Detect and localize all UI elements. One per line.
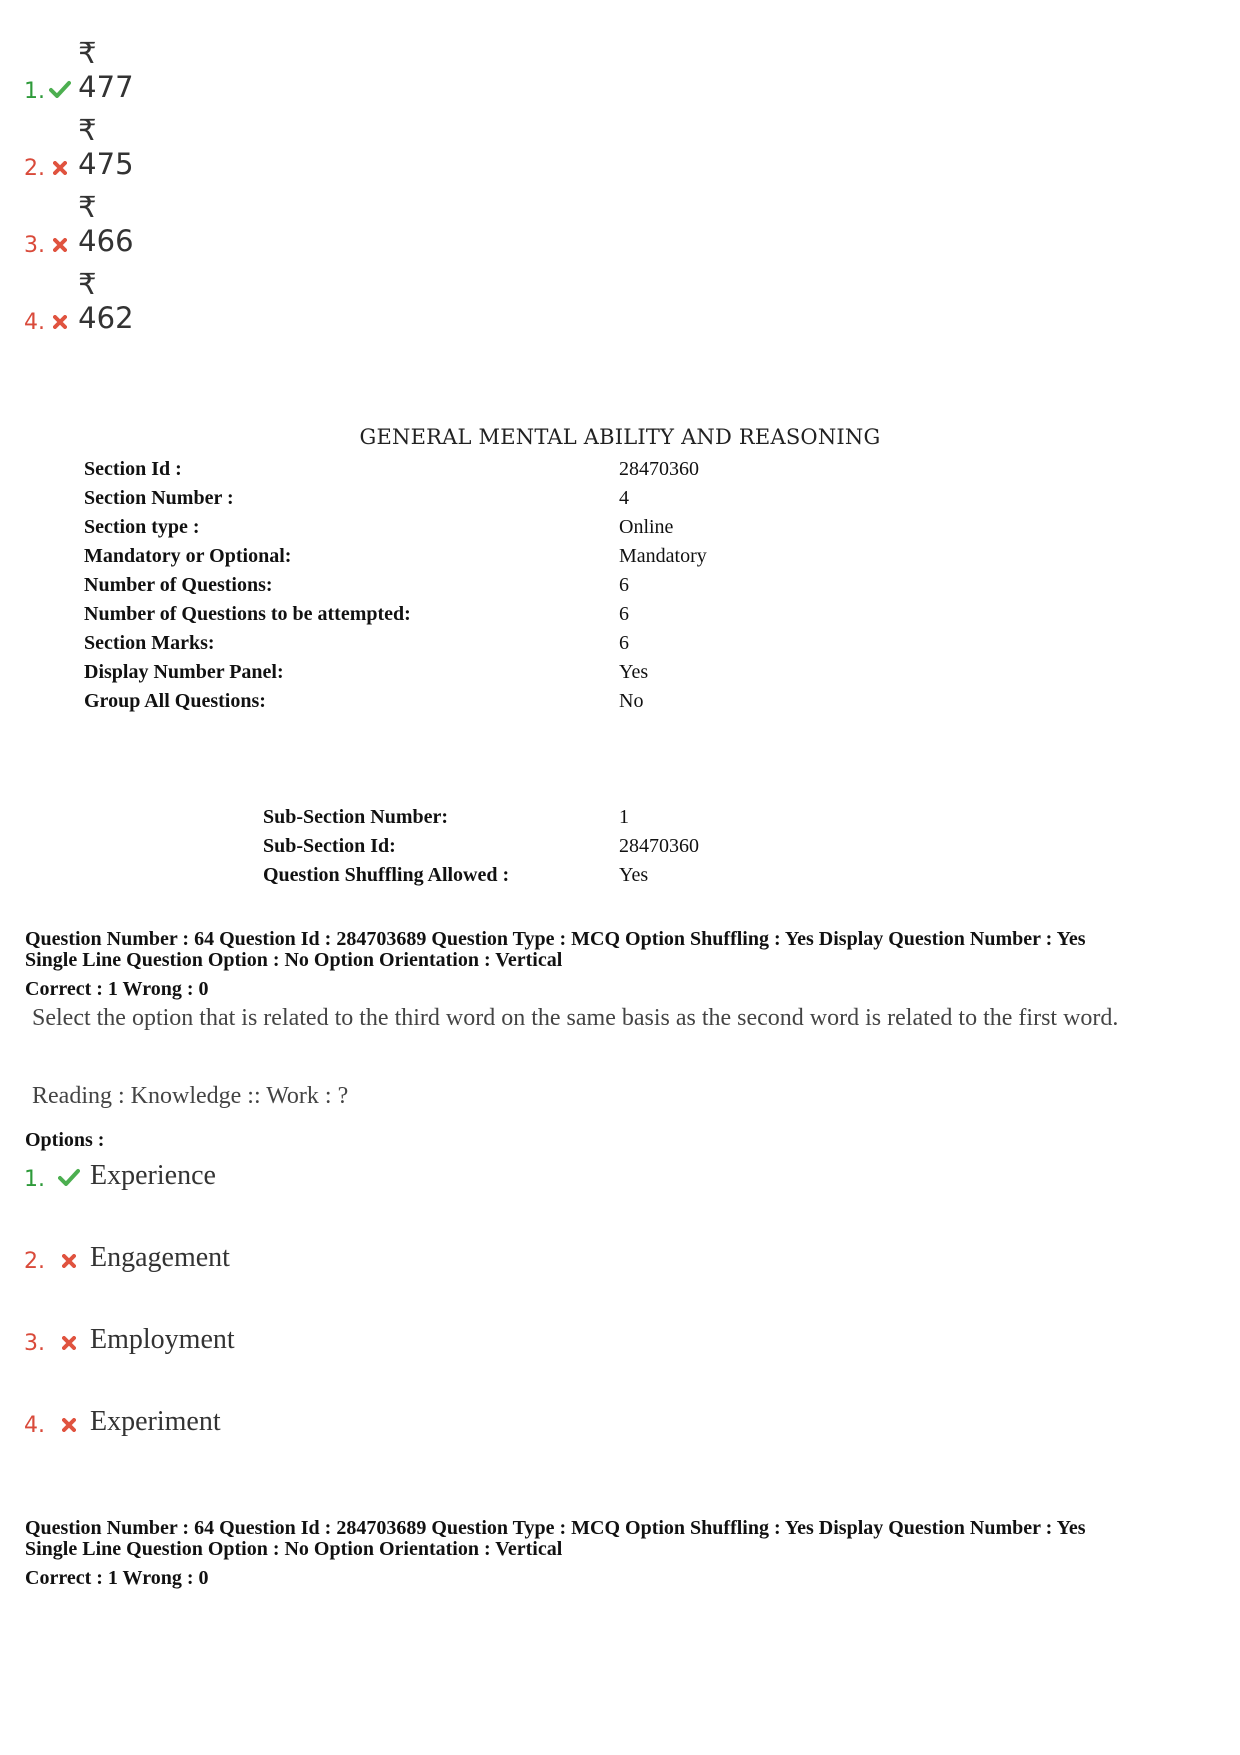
question-meta-line2: Single Line Question Option : No Option Orientation : Vertical	[25, 949, 563, 971]
cross-icon	[47, 315, 75, 329]
section-field-value: Yes	[619, 661, 649, 683]
option-item	[24, 267, 145, 335]
section-field-value: 6	[619, 574, 629, 596]
section-field-label: Number of Questions:	[84, 574, 273, 596]
section-field-label: Section type :	[84, 516, 200, 538]
option-item	[24, 1406, 221, 1438]
option-number: 2.	[24, 156, 45, 181]
option-text: ₹ 462	[78, 267, 134, 335]
subsection-field-label: Question Shuffling Allowed :	[263, 864, 510, 886]
cross-icon	[47, 161, 75, 175]
option-item	[24, 1242, 230, 1274]
check-icon	[52, 1168, 86, 1186]
section-field-label: Section Id :	[84, 458, 182, 480]
option-number: 4.	[24, 1413, 45, 1438]
cross-icon	[47, 238, 75, 252]
option-number: 3.	[24, 1331, 45, 1356]
option-number: 2.	[24, 1249, 45, 1274]
next-question-marks: Correct : 1 Wrong : 0	[25, 1567, 209, 1589]
next-question-meta-line1: Question Number : 64 Question Id : 284703689 Question Type : MCQ Option Shuffling : Yes Display Question Number : Yes	[25, 1517, 1086, 1539]
option-text: Experiment	[90, 1406, 221, 1437]
cross-icon	[52, 1254, 86, 1268]
section-field-label: Mandatory or Optional:	[84, 545, 292, 567]
next-question-meta-line2: Single Line Question Option : No Option Orientation : Vertical	[25, 1538, 563, 1560]
option-item	[24, 1160, 216, 1192]
subsection-field-label: Sub-Section Number:	[263, 806, 449, 828]
option-text: ₹ 477	[78, 36, 134, 104]
option-item	[24, 36, 145, 104]
section-field-label: Display Number Panel:	[84, 661, 284, 683]
cross-icon	[52, 1336, 86, 1350]
option-text: Engagement	[90, 1242, 230, 1273]
section-field-value: Mandatory	[619, 545, 707, 567]
section-title: GENERAL MENTAL ABILITY AND REASONING	[359, 425, 881, 449]
option-item	[24, 1324, 235, 1356]
section-field-value: Online	[619, 516, 674, 538]
options-label: Options :	[25, 1129, 105, 1151]
section-field-label: Group All Questions:	[84, 690, 266, 712]
subsection-field-value: 1	[619, 806, 629, 828]
subsection-field-value: Yes	[619, 864, 649, 886]
section-field-value: No	[619, 690, 644, 712]
question-analogy: Reading : Knowledge :: Work : ?	[32, 1083, 349, 1109]
option-number: 1.	[24, 1167, 45, 1192]
option-number: 1.	[24, 79, 45, 104]
subsection-field-value: 28470360	[619, 835, 699, 857]
question-text: Select the option that is related to the third word on the same basis as the second word is related to the first word.	[32, 1005, 1119, 1031]
section-field-label: Section Marks:	[84, 632, 215, 654]
option-number: 4.	[24, 310, 45, 335]
section-field-label: Section Number :	[84, 487, 234, 509]
section-field-value: 6	[619, 603, 629, 625]
option-text: ₹ 475	[78, 113, 134, 181]
option-text: Experience	[90, 1160, 216, 1191]
check-icon	[47, 80, 75, 98]
cross-icon	[52, 1418, 86, 1432]
section-field-value: 4	[619, 487, 629, 509]
question-marks: Correct : 1 Wrong : 0	[25, 978, 209, 1000]
option-number: 3.	[24, 233, 45, 258]
section-field-value: 28470360	[619, 458, 699, 480]
subsection-field-label: Sub-Section Id:	[263, 835, 396, 857]
option-text: ₹ 466	[78, 190, 134, 258]
option-text: Employment	[90, 1324, 235, 1355]
section-field-label: Number of Questions to be attempted:	[84, 603, 411, 625]
section-field-value: 6	[619, 632, 629, 654]
question-meta-line1: Question Number : 64 Question Id : 284703689 Question Type : MCQ Option Shuffling : Yes Display Question Number : Yes	[25, 928, 1086, 950]
option-item	[24, 113, 145, 181]
option-item	[24, 190, 145, 258]
